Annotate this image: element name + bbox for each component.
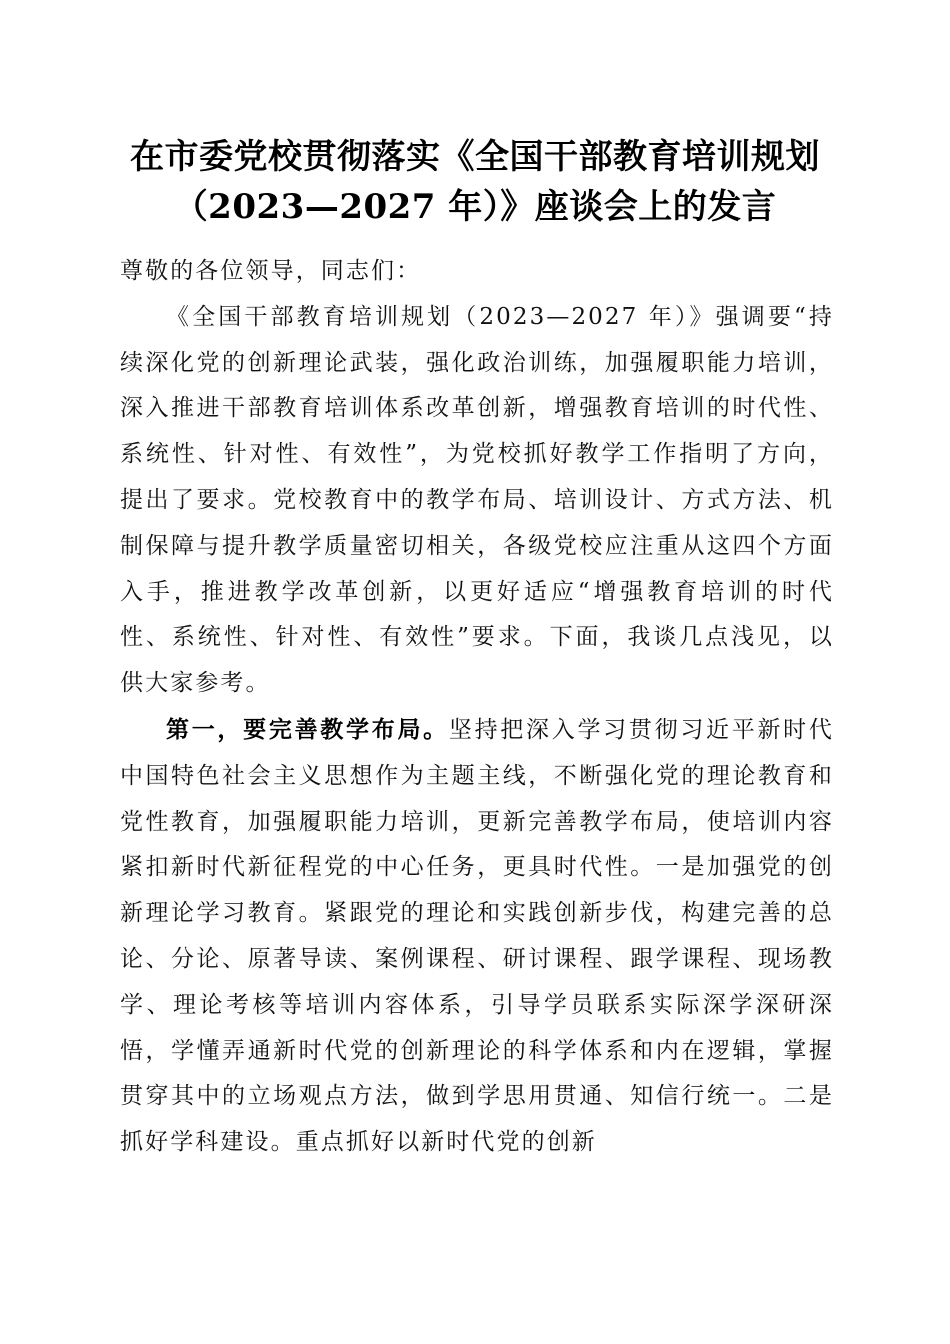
document-title (100, 132, 850, 232)
document-body (120, 249, 834, 1166)
salutation: 尊敬的各位领导，同志们： (120, 258, 422, 284)
paragraph-2-lead: 第一，要完善教学布局。 (166, 715, 449, 743)
paragraph-2-text: 坚持把深入学习贯彻习近平新时代中国特色社会主义思想作为主题主线，不断强化党的理论教育和党性教育，加强履职能力培训，更新完善教学布局，使培训内容紧扣新时代新征程党的中心任务，更具时代性。一是加强党的创新理论学习教育。紧跟党的理论和实践创新步伐，构建完善的总论、分论、原著导读、案例课程、研讨课程、跟学课程、现场教学、理论考核等培训内容体系，引导学员联系实际深学深研深悟，学懂弄通新时代党的创新理论的科学体系和内在逻辑，掌握贯穿其中的立场观点方法，做到学思用贯通、知信行统一。二是抓好学科建设。重点抓好以新时代党的创新 (120, 716, 834, 1156)
title-line-2: （2023—2027 年）》座谈会上的发言 (173, 187, 777, 227)
paragraph-2 (120, 707, 834, 1166)
paragraph-1: 《全国干部教育培训规划（2023—2027 年）》强调要“持续深化党的创新理论武装，强化政治训练，加强履职能力培训，深入推进干部教育培训体系改革创新，增强教育培训的时代性、系统性、针对性、有效性”，为党校抓好教学工作指明了方向，提出了要求。党校教育中的教学布局、培训设计、方式方法、机制保障与提升教学质量密切相关，各级党校应注重从这四个方面入手，推进教学改革创新，以更好适应“增强教育培训的时代性、系统性、针对性、有效性”要求。下面，我谈几点浅见，以供大家参考。 (120, 303, 834, 697)
title-line-1: 在市委党校贯彻落实《全国干部教育培训规划 (130, 137, 820, 177)
